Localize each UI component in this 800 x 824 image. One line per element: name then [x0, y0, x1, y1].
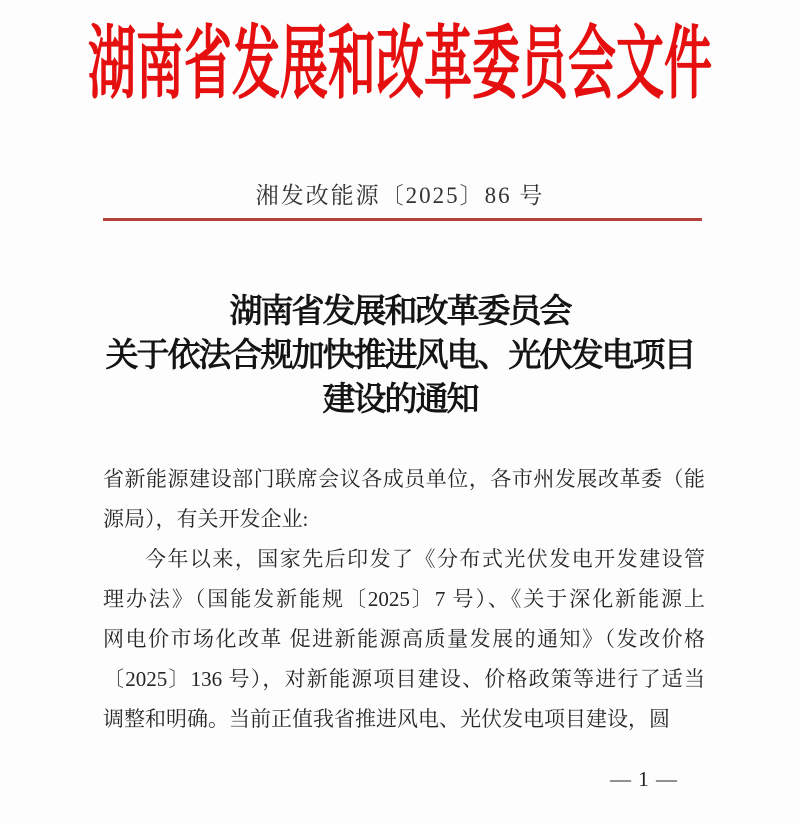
red-divider-line: [103, 218, 702, 221]
page-number: — 1 —: [610, 767, 678, 791]
document-number: 湘发改能源〔2025〕86 号: [255, 183, 545, 208]
body-text-line: 理办法》（国能发新能规〔2025〕7 号）、《关于深化新能源上: [103, 587, 705, 611]
document-title-line-3: 建设的通知: [322, 382, 478, 418]
document-title-line-1: 湖南省发展和改革委员会: [229, 294, 571, 330]
document-title: [0, 290, 800, 422]
masthead-title: 湖南省发展和改革委员会文件: [88, 21, 712, 109]
body-text-line: 调整和明确。当前正值我省推进风电、光伏发电项目建设，圆: [103, 707, 670, 731]
body-text-line: 网电价市场化改革 促进新能源高质量发展的通知》（发改价格: [103, 627, 705, 651]
body-text-line: 源局），有关开发企业:: [103, 507, 309, 531]
body-text-line: 省新能源建设部门联席会议各成员单位，各市州发展改革委（能: [103, 467, 705, 491]
document-title-line-2: 关于依法合规加快推进风电、光伏发电项目: [105, 338, 695, 374]
document-body: [103, 459, 705, 739]
body-text-line: 〔2025〕136 号），对新能源项目建设、价格政策等进行了适当: [103, 667, 705, 691]
body-text-line: 今年以来，国家先后印发了《分布式光伏发电开发建设管: [145, 547, 705, 571]
